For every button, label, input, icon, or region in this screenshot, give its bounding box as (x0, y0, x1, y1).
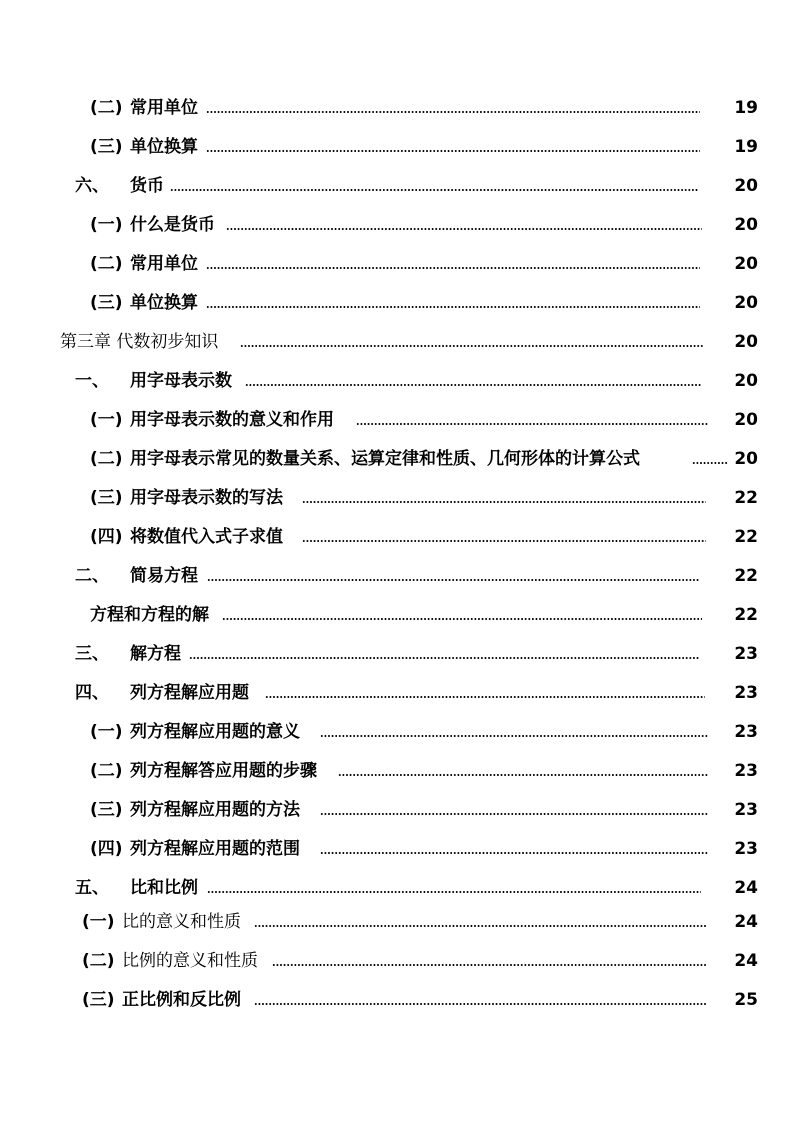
toc-entry-number: 一、 (75, 371, 109, 391)
toc-entry-page: 20 (734, 371, 758, 391)
toc-entry[interactable] (90, 720, 770, 744)
toc-entry[interactable] (90, 96, 770, 120)
toc-entry-title: 列方程解应用题的范围 (130, 839, 300, 859)
toc-entry-number: (一) (90, 722, 123, 742)
toc-leader-dots (207, 891, 701, 893)
toc-entry-title: 什么是货币 (130, 215, 215, 235)
toc-leader-dots (170, 189, 698, 191)
toc-leader-dots (207, 579, 699, 581)
toc-leader-dots (245, 384, 701, 386)
toc-entry-number: (二) (90, 98, 123, 118)
toc-entry[interactable] (82, 949, 770, 973)
toc-entry-title: 货币 (130, 176, 164, 196)
toc-entry-page: 24 (734, 912, 758, 932)
toc-entry-number: (二) (90, 254, 123, 274)
toc-entry-number: 四、 (75, 683, 109, 703)
toc-entry-number: 三、 (75, 644, 109, 664)
toc-entry-number: (四) (90, 839, 123, 859)
toc-leader-dots (302, 540, 706, 542)
toc-entry-page: 19 (734, 98, 758, 118)
toc-entry-page: 22 (734, 566, 758, 586)
toc-entry-page: 24 (734, 951, 758, 971)
toc-entry-page: 20 (734, 254, 758, 274)
toc-leader-dots (320, 813, 708, 815)
toc-leader-dots (206, 111, 700, 113)
toc-entry[interactable] (90, 291, 770, 315)
toc-leader-dots (320, 735, 708, 737)
toc-leader-dots (222, 618, 702, 620)
toc-entry-title: 第三章 代数初步知识 (60, 332, 219, 352)
toc-leader-dots (240, 345, 704, 347)
toc-entry[interactable] (75, 174, 770, 198)
toc-leader-dots (254, 1003, 706, 1005)
toc-entry-number: (二) (82, 951, 115, 971)
toc-entry-title: 用字母表示常见的数量关系、运算定律和性质、几何形体的计算公式 (130, 449, 640, 469)
toc-entry-page: 23 (734, 722, 758, 742)
toc-leader-dots (320, 852, 708, 854)
toc-entry[interactable] (75, 642, 770, 666)
toc-entry-title: 比例的意义和性质 (122, 951, 258, 971)
toc-entry-title: 列方程解应用题 (130, 683, 249, 703)
toc-entry-title: 方程和方程的解 (90, 605, 209, 625)
toc-entry-number: (三) (90, 800, 123, 820)
toc-entry-title: 用字母表示数的写法 (130, 488, 283, 508)
toc-leader-dots (206, 150, 700, 152)
toc-entry-title: 常用单位 (130, 254, 198, 274)
toc-chapter-entry[interactable] (60, 330, 770, 354)
toc-entry-page: 19 (734, 137, 758, 157)
toc-entry-page: 25 (734, 990, 758, 1010)
toc-entry-page: 23 (734, 761, 758, 781)
toc-entry[interactable] (75, 876, 770, 900)
toc-entry-number: (三) (82, 990, 115, 1010)
toc-leader-dots (302, 501, 706, 503)
toc-entry-page: 23 (734, 800, 758, 820)
toc-leader-dots (206, 306, 700, 308)
toc-entry[interactable] (90, 213, 770, 237)
toc-entry[interactable] (90, 759, 770, 783)
toc-entry-page: 20 (734, 176, 758, 196)
toc-entry[interactable] (90, 486, 770, 510)
toc-entry[interactable] (90, 252, 770, 276)
toc-leader-dots (692, 462, 728, 464)
toc-entry-title: 简易方程 (130, 566, 198, 586)
toc-entry-number: (一) (82, 912, 115, 932)
toc-entry[interactable] (90, 603, 770, 627)
toc-entry-title: 正比例和反比例 (122, 990, 241, 1010)
toc-entry[interactable] (90, 135, 770, 159)
toc-entry[interactable] (90, 525, 770, 549)
toc-leader-dots (254, 925, 706, 927)
toc-entry-page: 22 (734, 605, 758, 625)
toc-entry-number: (二) (90, 761, 123, 781)
toc-entry-number: (三) (90, 488, 123, 508)
toc-entry-title: 比和比例 (130, 878, 198, 898)
toc-leader-dots (226, 228, 702, 230)
toc-leader-dots (265, 696, 705, 698)
toc-entry-page: 23 (734, 644, 758, 664)
toc-entry-page: 23 (734, 683, 758, 703)
toc-entry-number: (三) (90, 137, 123, 157)
toc-entry-page: 20 (734, 410, 758, 430)
toc-entry-title: 常用单位 (130, 98, 198, 118)
toc-entry-number: 五、 (75, 878, 109, 898)
toc-entry[interactable] (75, 681, 770, 705)
toc-entry-number: (一) (90, 215, 123, 235)
toc-entry-number: (四) (90, 527, 123, 547)
toc-entry-title: 解方程 (130, 644, 181, 664)
toc-leader-dots (189, 657, 699, 659)
toc-leader-dots (206, 267, 700, 269)
toc-entry-number: (二) (90, 449, 123, 469)
toc-entry-page: 20 (734, 215, 758, 235)
toc-entry-title: 用字母表示数 (130, 371, 232, 391)
toc-entry[interactable] (75, 369, 770, 393)
toc-leader-dots (356, 423, 708, 425)
toc-entry-title: 用字母表示数的意义和作用 (130, 410, 334, 430)
toc-entry-page: 20 (734, 449, 758, 469)
toc-entry[interactable] (90, 408, 770, 432)
toc-entry-number: (一) (90, 410, 123, 430)
toc-entry-page: 20 (734, 293, 758, 313)
toc-entry-title: 比的意义和性质 (122, 912, 241, 932)
toc-entry[interactable] (90, 837, 770, 861)
toc-entry-page: 22 (734, 527, 758, 547)
toc-entry-number: (三) (90, 293, 123, 313)
toc-leader-dots (338, 774, 708, 776)
toc-entry[interactable] (82, 988, 770, 1012)
toc-entry-title: 列方程解应用题的方法 (130, 800, 300, 820)
toc-entry-page: 23 (734, 839, 758, 859)
toc-leader-dots (272, 964, 706, 966)
toc-entry-title: 列方程解应用题的意义 (130, 722, 300, 742)
toc-entry-title: 将数值代入式子求值 (130, 527, 283, 547)
toc-entry-title: 列方程解答应用题的步骤 (130, 761, 317, 781)
toc-entry-page: 20 (734, 332, 758, 352)
toc-entry-page: 24 (734, 878, 758, 898)
toc-entry-number: 二、 (75, 566, 109, 586)
toc-entry[interactable] (90, 447, 770, 471)
toc-entry[interactable] (75, 564, 770, 588)
toc-entry[interactable] (82, 910, 770, 934)
toc-entry[interactable] (90, 798, 770, 822)
toc-entry-number: 六、 (75, 176, 109, 196)
toc-entry-title: 单位换算 (130, 137, 198, 157)
toc-entry-title: 单位换算 (130, 293, 198, 313)
toc-entry-page: 22 (734, 488, 758, 508)
